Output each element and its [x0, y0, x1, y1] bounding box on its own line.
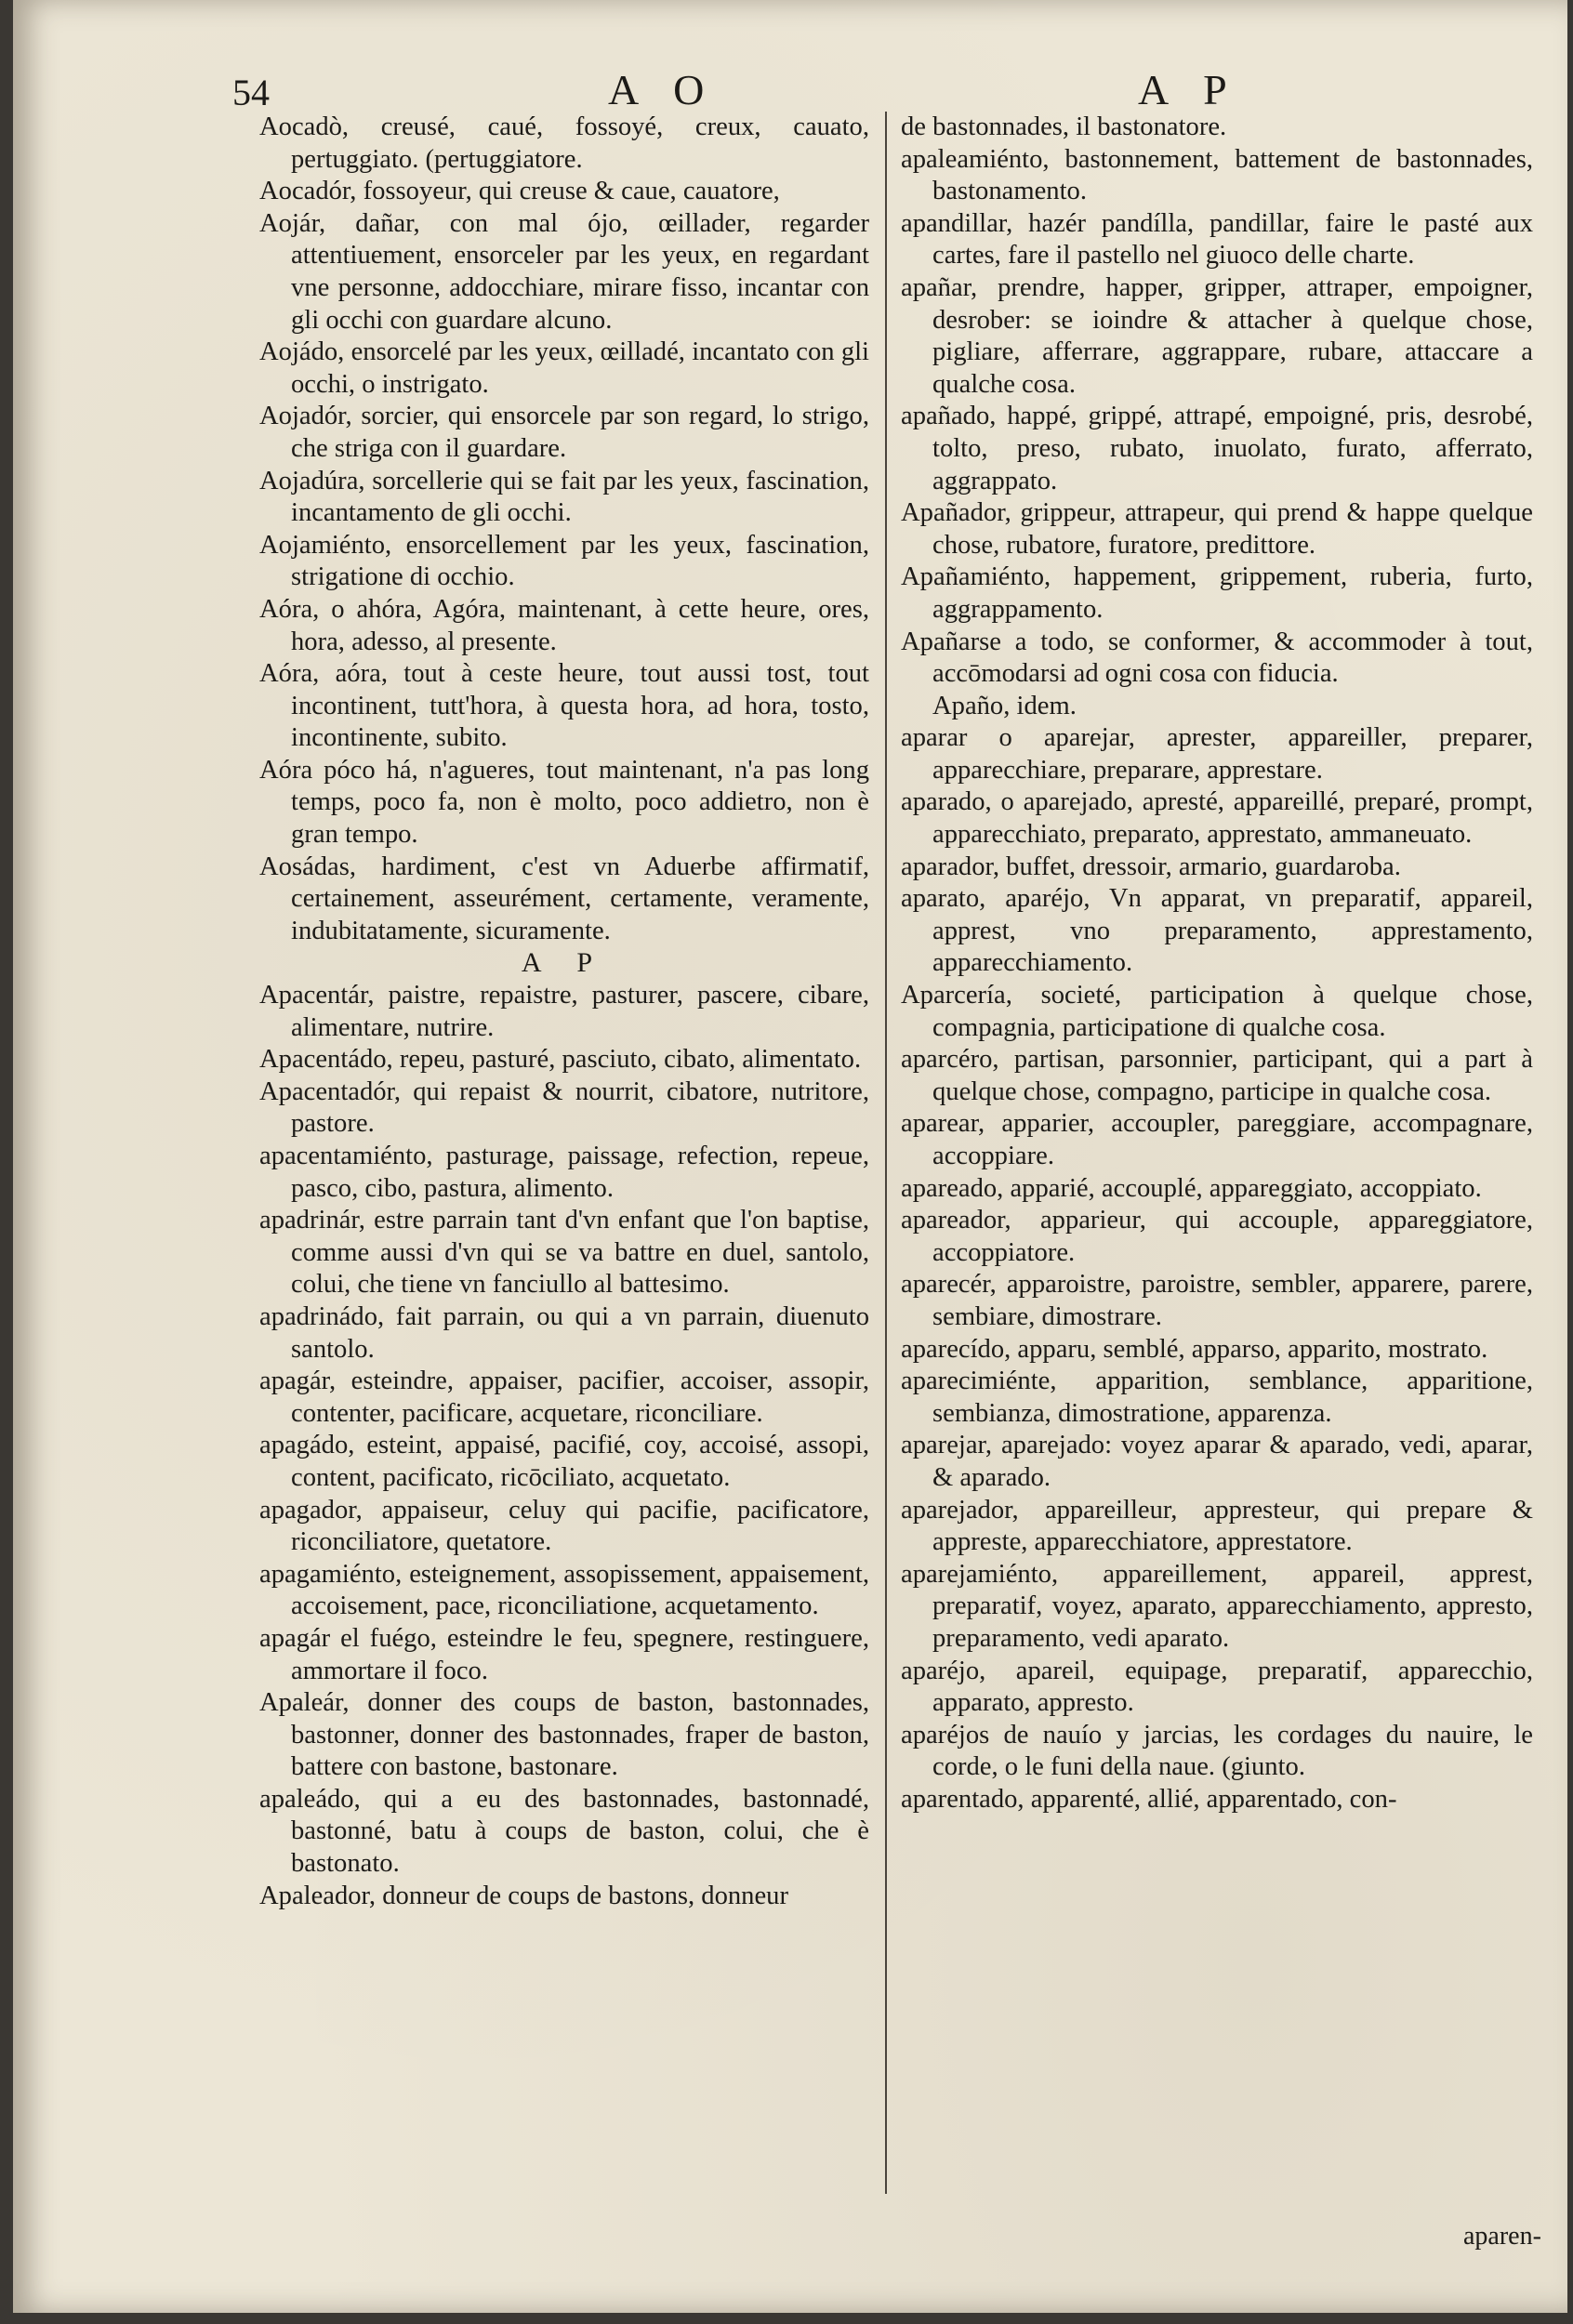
dictionary-entry: apadrinár, estre parrain tant d'vn enfant que l'on baptise, comme aussi d'vn qui se va battre en duel, santolo, colui, che tiene vn fanciullo al battesimo.	[259, 1206, 869, 1300]
dictionary-entry: aparato, aparéjo, Vn apparat, vn preparatif, appareil, apprest, vno preparamento, apprestamento, apparecchiamento.	[901, 884, 1533, 978]
dictionary-entry: apandillar, hazér pandílla, pandillar, faire le pasté aux cartes, fare il pastello nel giuoco delle charte.	[901, 208, 1533, 271]
column-rule	[885, 112, 887, 2194]
dictionary-entry: de bastonnades, il bastonatore.	[901, 112, 1227, 141]
page-number: 54	[232, 72, 270, 113]
dictionary-entry: Apaleár, donner des coups de baston, bastonnades, bastonner, donner des bastonnades, fraper de baston, battere con bastone, bastonare.	[259, 1688, 869, 1782]
dictionary-entry: aparear, apparier, accoupler, pareggiare, accompagnare, accoppiare.	[901, 1109, 1533, 1170]
dictionary-entry: Aparcería, societé, participation à quelque chose, compagnia, participatione di qualche cosa.	[901, 981, 1533, 1042]
dictionary-entry: Aojádo, ensorcelé par les yeux, œilladé, incantato con gli occhi, o instrigato.	[259, 337, 869, 399]
running-head-left: A O	[608, 66, 718, 113]
dictionary-entry: apagár el fuégo, esteindre le feu, spegnere, restinguere, ammortare il foco.	[259, 1623, 869, 1685]
section-heading: A P	[521, 947, 608, 979]
dictionary-entry: Aojadór, sorcier, qui ensorcele par son regard, lo strigo, che striga con il guardare.	[259, 402, 869, 463]
dictionary-entry: Aojadúra, sorcellerie qui se fait par les yeux, fascination, incantamento de gli occhi.	[259, 466, 869, 528]
dictionary-entry: Aocadór, fossoyeur, qui creuse & caue, cauatore,	[259, 177, 780, 206]
dictionary-entry: aparejador, appareilleur, appresteur, qui prepare & appreste, apparecchiatore, apprestatore.	[901, 1495, 1533, 1557]
dictionary-entry: aparejamiénto, appareillement, appareil, apprest, preparatif, voyez, aparato, apparecchiamento, appresto, preparamento, vedi aparato.	[901, 1559, 1533, 1653]
dictionary-entry: apaleamiénto, bastonnement, battement de bastonnades, bastonamento.	[901, 144, 1533, 206]
dictionary-entry: apañado, happé, grippé, attrapé, empoigné, pris, desrobé, tolto, preso, rubato, inuolato, furato, afferrato, aggrappato.	[901, 402, 1533, 495]
dictionary-entry: Aosádas, hardiment, c'est vn Aduerbe affirmatif, certainement, asseurément, certamente, veramente, indubitatamente, sicuramente.	[259, 852, 869, 945]
left-column	[259, 112, 869, 1912]
dictionary-entry: Apaño, idem.	[932, 691, 1077, 720]
dictionary-entry: Apañamiénto, happement, grippement, ruberia, furto, aggrappamento.	[901, 562, 1533, 624]
dictionary-entry: apagador, appaiseur, celuy qui pacifie, pacificatore, riconciliatore, quetatore.	[259, 1495, 869, 1557]
running-head-right: A P	[1138, 66, 1240, 113]
dictionary-entry: aparejar, aparejado: voyez aparar & aparado, vedi, aparar, & aparado.	[901, 1431, 1533, 1492]
dictionary-entry: Apacentadór, qui repaist & nourrit, cibatore, nutritore, pastore.	[259, 1076, 869, 1139]
dictionary-entry: aparado, o aparejado, apresté, appareillé, preparé, prompt, apparecchiato, preparato, apprestato, ammaneuato.	[901, 787, 1533, 850]
dictionary-entry: aparecído, apparu, semblé, apparso, apparito, mostrato.	[901, 1334, 1488, 1364]
dictionary-entry: Aóra, o ahóra, Agóra, maintenant, à cette heure, ores, hora, adesso, al presente.	[259, 594, 869, 656]
dictionary-entry: Apacentádo, repeu, pasturé, pasciuto, cibato, alimentato.	[259, 1045, 862, 1075]
right-column	[901, 112, 1533, 1816]
dictionary-entry: apareado, apparié, accouplé, appareggiato, accoppiato.	[901, 1173, 1482, 1203]
dictionary-entry: Aojamiénto, ensorcellement par les yeux, fascination, strigatione di occhio.	[259, 530, 869, 592]
catchword: aparen-	[1463, 2222, 1541, 2251]
dictionary-entry: Aocadò, creusé, caué, fossoyé, creux, cauato, pertuggiato. (pertuggiatore.	[259, 112, 869, 174]
dictionary-entry: aparentado, apparenté, allié, apparentado, con-	[901, 1784, 1397, 1814]
dictionary-entry: apagamiénto, esteignement, assopissement, appaisement, accoisement, pace, riconciliatione, acquetamento.	[259, 1559, 869, 1621]
dictionary-entry: aparecimiénte, apparition, semblance, apparitione, sembianza, dimostratione, apparenza.	[901, 1367, 1533, 1428]
dictionary-entry: Apacentár, paistre, repaistre, pasturer, pascere, cibare, alimentare, nutrire.	[259, 981, 869, 1042]
dictionary-entry: aparéjos de nauío y jarcias, les cordages du nauire, le corde, o le funi della naue. (giunto.	[901, 1720, 1533, 1782]
dictionary-entry: Aóra póco há, n'agueres, tout maintenant, n'a pas long temps, poco fa, non è molto, poco addietro, non è gran tempo.	[259, 755, 869, 850]
dictionary-entry: apacentamiénto, pasturage, paissage, refection, repeue, pasco, cibo, pastura, alimento.	[259, 1142, 869, 1203]
dictionary-entry: apareador, apparieur, qui accouple, appareggiatore, accoppiatore.	[901, 1206, 1533, 1267]
dictionary-entry: apagár, esteindre, appaiser, pacifier, accoiser, assopir, contenter, pacificare, acquetare, riconciliare.	[259, 1367, 869, 1428]
dictionary-entry: aparador, buffet, dressoir, armario, guardaroba.	[901, 852, 1401, 881]
dictionary-entry: Apañarse a todo, se conformer, & accommoder à tout, accōmodarsi ad ogni cosa con fiducia.	[901, 627, 1533, 689]
dictionary-entry: Aóra, aóra, tout à ceste heure, tout aussi tost, tout incontinent, tutt'hora, à questa hora, ad hora, tosto, incontinente, subito.	[259, 659, 869, 753]
dictionary-entry: aparéjo, apareil, equipage, preparatif, apparecchio, apparato, appresto.	[901, 1656, 1533, 1718]
dictionary-entry: apadrinádo, fait parrain, ou qui a vn parrain, diuenuto santolo.	[259, 1301, 869, 1364]
dictionary-entry: aparecér, apparoistre, paroistre, sembler, apparere, parere, sembiare, dimostrare.	[901, 1270, 1533, 1331]
dictionary-entry: Apaleador, donneur de coups de bastons, donneur	[259, 1881, 788, 1910]
dictionary-entry: aparcéro, partisan, parsonnier, participant, qui a part à quelque chose, compagno, participe in qualche cosa.	[901, 1045, 1533, 1106]
dictionary-entry: apagádo, esteint, appaisé, pacifié, coy, accoisé, assopi, content, pacificato, ricōciliato, acquetato.	[259, 1431, 869, 1492]
dictionary-page	[13, 0, 1567, 2313]
dictionary-entry: Apañador, grippeur, attrapeur, qui prend & happe quelque chose, rubatore, furatore, predittore.	[901, 498, 1533, 560]
dictionary-entry: apañar, prendre, happer, gripper, attraper, empoigner, desrober: se ioindre & attacher à quelque chose, pigliare, afferrare, aggrappare, rubare, attaccare a qualche cosa.	[901, 272, 1533, 399]
dictionary-entry: aparar o aparejar, aprester, appareiller, preparer, apparecchiare, preparare, apprestare.	[901, 723, 1533, 785]
dictionary-entry: Aojár, dañar, con mal ójo, œillader, regarder attentiuement, ensorceler par les yeux, en regardant vne personne, addocchiare, mirare fisso, incantar con gli occhi con guardare alcuno.	[259, 208, 869, 335]
dictionary-entry: apaleádo, qui a eu des bastonnades, bastonnadé, bastonné, batu à coups de baston, colui, che è bastonato.	[259, 1784, 869, 1879]
